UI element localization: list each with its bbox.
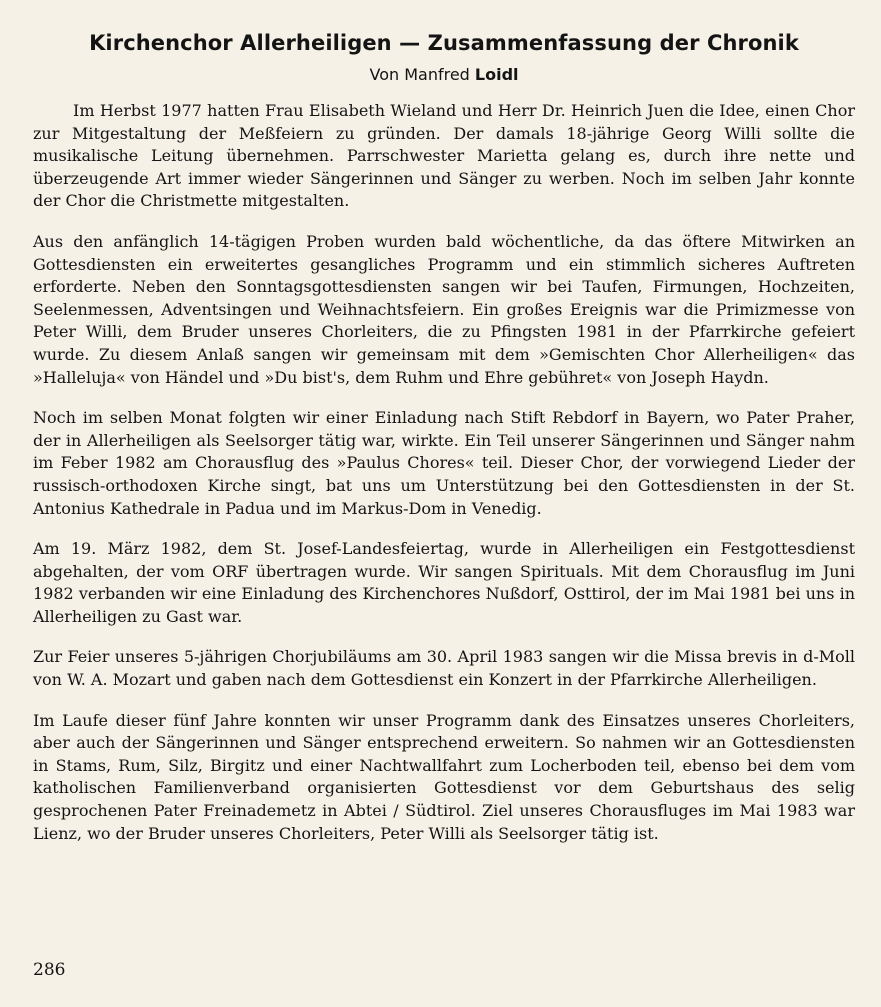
paragraph-1: Im Herbst 1977 hatten Frau Elisabeth Wieland und Herr Dr. Heinrich Juen die Idee, einen Chor zur Mitgestaltung der Meßfeiern zu gründen. Der damals 18-jährige Georg Willi sollte die musikalische Leitung übernehmen. Parrschwester Marietta gelang es, durch ihre nette und überzeugende Art immer wieder Sängerinnen und Sänger zu werben. Noch im selben Jahr konnte der Chor die Christmette mitgestalten. bbox=[33, 101, 855, 211]
byline-author: Loidl bbox=[474, 65, 519, 84]
byline bbox=[33, 62, 855, 88]
paragraph-6: Im Laufe dieser fünf Jahre konnten wir unser Programm dank des Einsatzes unseres Chorleiters, aber auch der Sängerinnen und Sänger entsprechend erweitern. So nahmen wir an Gottesdiensten in Stams, Rum, Silz, Birgitz und einer Nachtwallfahrt zum Locherboden teil, ebenso bei dem vom katholischen Familienverband organisierten Gottesdienst vor dem Geburtshaus des selig gesprochenen Pater Freinademetz in Abtei / Südtirol. Ziel unseres Chorausfluges im Mai 1983 war Lienz, wo der Bruder unseres Chorleiters, Peter Willi als Seelsorger tätig ist. bbox=[33, 710, 855, 843]
paragraph-2: Aus den anfänglich 14-tägigen Proben wurden bald wöchentliche, da das öftere Mitwirken an Gottesdiensten ein erweitertes gesangliches Programm und ein stimmlich sicheres Auftreten erforderte. Neben den Sonntagsgottesdiensten sangen wir bei Taufen, Firmungen, Hochzeiten, Seelenmessen, Adventsingen und Weihnachtsfeiern. Ein großes Ereignis war die Primizmesse von Peter Willi, dem Bruder unseres Chorleiters, die zu Pfingsten 1981 in der Pfarrkirche gefeiert wurde. Zu diesem Anlaß sangen wir gemeinsam mit dem »Gemischten Chor Allerheiligen« das »Halleluja« von Händel und »Du bist's, dem Ruhm und Ehre gebühret« von Joseph Haydn. bbox=[33, 231, 855, 387]
paragraph-3: Noch im selben Monat folgten wir einer Einladung nach Stift Rebdorf in Bayern, wo Pater Praher, der in Allerheiligen als Seelsorger tätig war, wirkte. Ein Teil unserer Sängerinnen und Sänger nahm im Feber 1982 am Chorausflug des »Paulus Chores« teil. Dieser Chor, der vorwiegend Lieder der russisch-orthodoxen Kirche singt, bat uns um Unterstützung bei den Gottesdiensten in der St. Antonius Kathedrale in Padua und im Markus-Dom in Venedig. bbox=[33, 408, 855, 518]
byline-prefix: Von Manfred bbox=[369, 65, 475, 84]
page-number: 286 bbox=[33, 960, 66, 980]
paragraph-4: Am 19. März 1982, dem St. Josef-Landesfeiertag, wurde in Allerheiligen ein Festgottesdienst abgehalten, der vom ORF übertragen wurde. Wir sangen Spirituals. Mit dem Chorausflug im Juni 1982 verbanden wir eine Einladung des Kirchenchores Nußdorf, Osttirol, der im Mai 1981 bei uns in Allerheiligen zu Gast war. bbox=[33, 539, 855, 626]
article-title: Kirchenchor Allerheiligen — Zusammenfassung der Chronik bbox=[89, 31, 799, 55]
paragraph-5: Zur Feier unseres 5-jährigen Chorjubiläums am 30. April 1983 sangen wir die Missa brevis in d-Moll von W. A. Mozart und gaben nach dem Gottesdienst ein Konzert in der Pfarrkirche Allerheiligen. bbox=[33, 647, 855, 690]
article-body bbox=[33, 100, 855, 845]
